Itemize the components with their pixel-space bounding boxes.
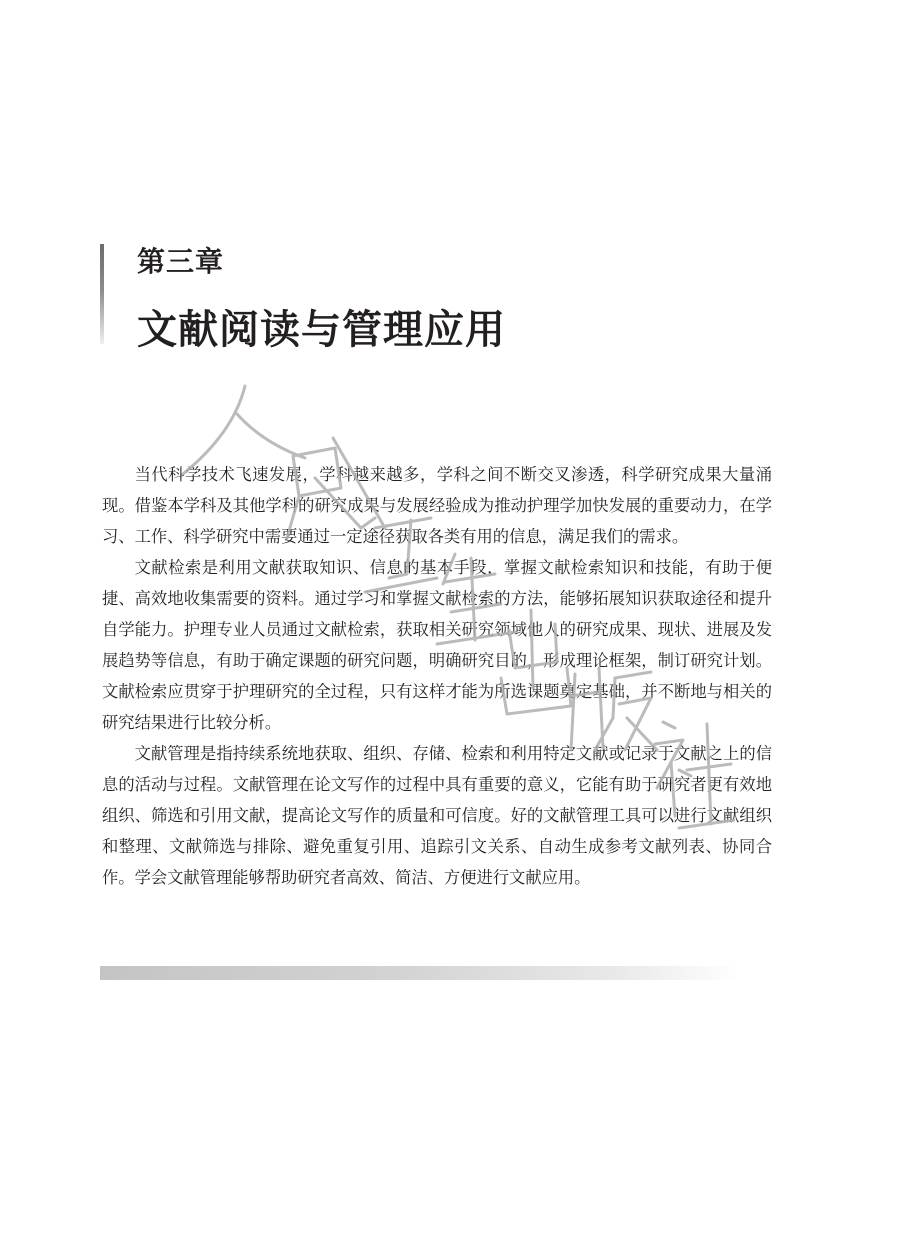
chapter-accent-bar [100,244,104,344]
chapter-number: 第三章 [137,245,225,278]
paragraph-intro: 当代科学技术飞速发展，学科越来越多，学科之间不断交叉渗透，科学研究成果大量涌现。借鉴本学科及其他学科的研究成果与发展经验成为推动护理学加快发展的重要动力，在学习、工作、科学研究中需要通过一定途径获取各类有用的信息，满足我们的需求。 [102,465,772,546]
chapter-title: 文献阅读与管理应用 [137,307,506,353]
body-text [102,459,772,893]
footer-divider-bar [100,966,740,980]
paragraph-literature-management: 文献管理是指持续系统地获取、组织、存储、检索和利用特定文献或记录于文献之上的信息的活动与过程。文献管理在论文写作的过程中具有重要的意义，它能有助于研究者更有效地组织、筛选和引用文献，提高论文写作的质量和可信度。好的文献管理工具可以进行文献组织和整理、文献筛选与排除、避免重复引用、追踪引文关系、自动生成参考文献列表、协同合作。学会文献管理能够帮助研究者高效、简洁、方便进行文献应用。 [102,744,772,887]
paragraph-literature-retrieval: 文献检索是利用文献获取知识、信息的基本手段，掌握文献检索知识和技能，有助于便捷、高效地收集需要的资料。通过学习和掌握文献检索的方法，能够拓展知识获取途径和提升自学能力。护理专业人员通过文献检索，获取相关研究领域他人的研究成果、现状、进展及发展趋势等信息，有助于确定课题的研究问题，明确研究目的，形成理论框架，制订研究计划。文献检索应贯穿于护理研究的全过程，只有这样才能为所选课题奠定基础，并不断地与相关的研究结果进行比较分析。 [102,558,772,732]
